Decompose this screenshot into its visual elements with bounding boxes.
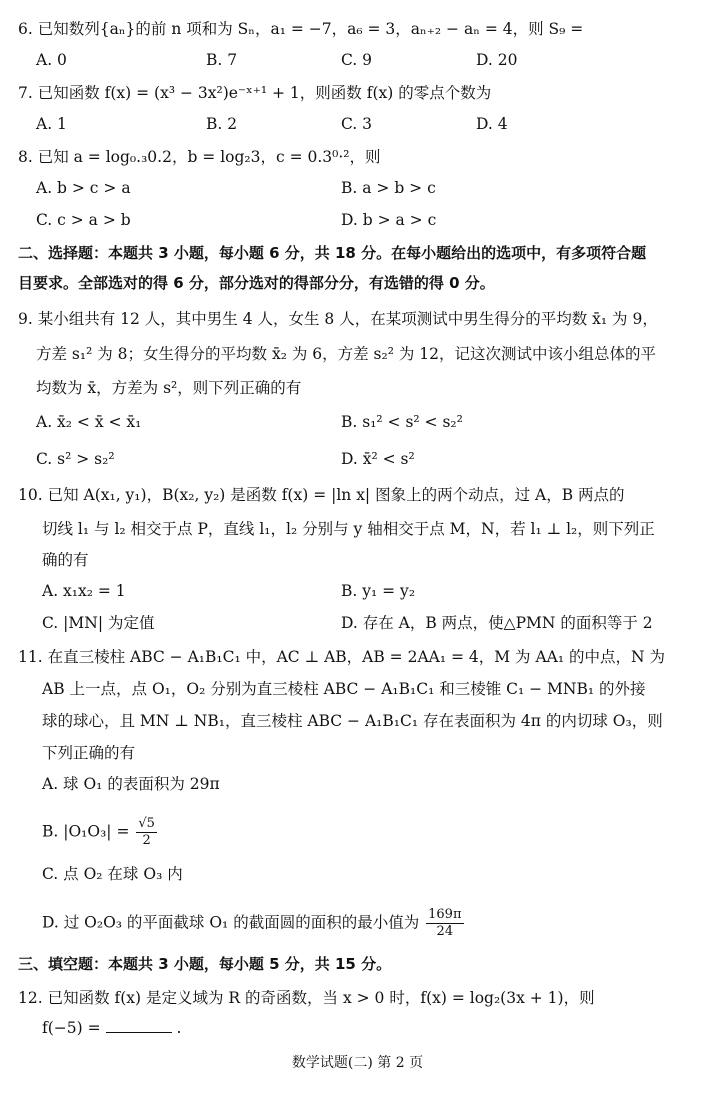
q8-stem: 8. 已知 a = log₀.₃0.2，b = log₂3，c = 0.3⁰·²，则 <box>18 148 381 166</box>
q9-line2: 方差 s₁² 为 8；女生得分的平均数 x̄₂ 为 6，方差 s₂² 为 12，记这次测试中该小组总体的平 <box>36 345 657 363</box>
q10-option-c: C. |MN| 为定值 <box>42 614 155 632</box>
q7-option-c: C. 3 <box>341 115 373 133</box>
q9-line1: 9. 某小组共有 12 人，其中男生 4 人，女生 8 人，在某项测试中男生得分的平均数 x̄₁ 为 9， <box>18 310 658 328</box>
q11-option-a: A. 球 O₁ 的表面积为 29π <box>42 775 220 793</box>
section2-heading-line1: 二、选择题：本题共 3 小题，每小题 6 分，共 18 分。在每小题给出的选项中，有多项符合题 <box>18 244 647 262</box>
q6-option-d: D. 20 <box>476 51 518 69</box>
page-footer: 数学试题(二) 第 2 页 <box>291 1055 424 1071</box>
q11-option-b-prefix: B. |O₁O₃| = <box>42 822 130 841</box>
q8-option-c: C. c > a > b <box>36 211 131 229</box>
q12-line2 <box>42 1016 181 1039</box>
q10-line3: 确的有 <box>42 551 89 569</box>
q11-option-b <box>42 816 157 849</box>
fraction-numerator: √5 <box>138 816 155 831</box>
q12-line1: 12. 已知函数 f(x) 是定义域为 R 的奇函数，当 x > 0 时，f(x) = log₂(3x + 1)，则 <box>18 989 595 1007</box>
answer-blank <box>106 1016 172 1033</box>
q12-expression: f(−5) = <box>42 1019 101 1037</box>
q6-option-a: A. 0 <box>36 51 67 69</box>
q11-line4: 下列正确的有 <box>42 744 136 762</box>
fraction-denominator: 24 <box>436 924 454 939</box>
q9-option-a: A. x̄₂ < x̄ < x̄₁ <box>36 413 142 431</box>
q6-option-c: C. 9 <box>341 51 373 69</box>
fraction-denominator: 2 <box>142 833 151 848</box>
q10-line1: 10. 已知 A(x₁, y₁)，B(x₂, y₂) 是函数 f(x) = |ln x| 图象上的两个动点，过 A，B 两点的 <box>18 486 625 504</box>
q10-option-b: B. y₁ = y₂ <box>341 582 416 600</box>
fraction-numerator: 169π <box>428 907 462 922</box>
q11-option-b-fraction <box>136 816 157 849</box>
q11-line2: AB 上一点，点 O₁，O₂ 分别为直三棱柱 ABC − A₁B₁C₁ 和三棱锥 C₁ − MNB₁ 的外接 <box>42 680 646 698</box>
q7-stem: 7. 已知函数 f(x) = (x³ − 3x²)e⁻ˣ⁺¹ + 1，则函数 f(x) 的零点个数为 <box>18 84 492 102</box>
section3-heading: 三、填空题：本题共 3 小题，每小题 5 分，共 15 分。 <box>18 955 392 973</box>
q11-line1: 11. 在直三棱柱 ABC − A₁B₁C₁ 中，AC ⊥ AB，AB = 2AA₁ = 4，M 为 AA₁ 的中点，N 为 <box>18 648 665 666</box>
q7-option-a: A. 1 <box>36 115 67 133</box>
q11-option-d-prefix: D. 过 O₂O₃ 的平面截球 O₁ 的截面圆的面积的最小值为 <box>42 913 420 932</box>
q9-option-b: B. s₁² < s² < s₂² <box>341 413 463 431</box>
q6-stem: 6. 已知数列{aₙ}的前 n 项和为 Sₙ，a₁ = −7，a₆ = 3，aₙ₊₂ − aₙ = 4，则 S₉ = <box>18 20 584 38</box>
q8-option-b: B. a > b > c <box>341 179 436 197</box>
q8-option-d: D. b > a > c <box>341 211 437 229</box>
q6-option-b: B. 7 <box>206 51 238 69</box>
q9-option-c: C. s² > s₂² <box>36 450 115 468</box>
q10-option-d: D. 存在 A，B 两点，使△PMN 的面积等于 2 <box>341 614 653 632</box>
q10-line2: 切线 l₁ 与 l₂ 相交于点 P，直线 l₁，l₂ 分别与 y 轴相交于点 M，N，若 l₁ ⊥ l₂，则下列正 <box>42 520 655 538</box>
q9-line3: 均数为 x̄，方差为 s²，则下列正确的有 <box>36 379 302 397</box>
q8-option-a: A. b > c > a <box>36 179 131 197</box>
q11-option-d <box>42 907 464 940</box>
q12-period: . <box>176 1019 182 1037</box>
q11-option-d-fraction <box>426 907 463 940</box>
section2-heading-line2: 目要求。全部选对的得 6 分，部分选对的得部分分，有选错的得 0 分。 <box>18 274 495 292</box>
q7-option-b: B. 2 <box>206 115 238 133</box>
q9-option-d: D. x̄² < s² <box>341 450 415 468</box>
q7-option-d: D. 4 <box>476 115 508 133</box>
q11-line3: 球的球心，且 MN ⊥ NB₁，直三棱柱 ABC − A₁B₁C₁ 存在表面积为 4π 的内切球 O₃，则 <box>42 712 663 730</box>
q11-option-c: C. 点 O₂ 在球 O₃ 内 <box>42 865 183 883</box>
q10-option-a: A. x₁x₂ = 1 <box>42 582 126 600</box>
